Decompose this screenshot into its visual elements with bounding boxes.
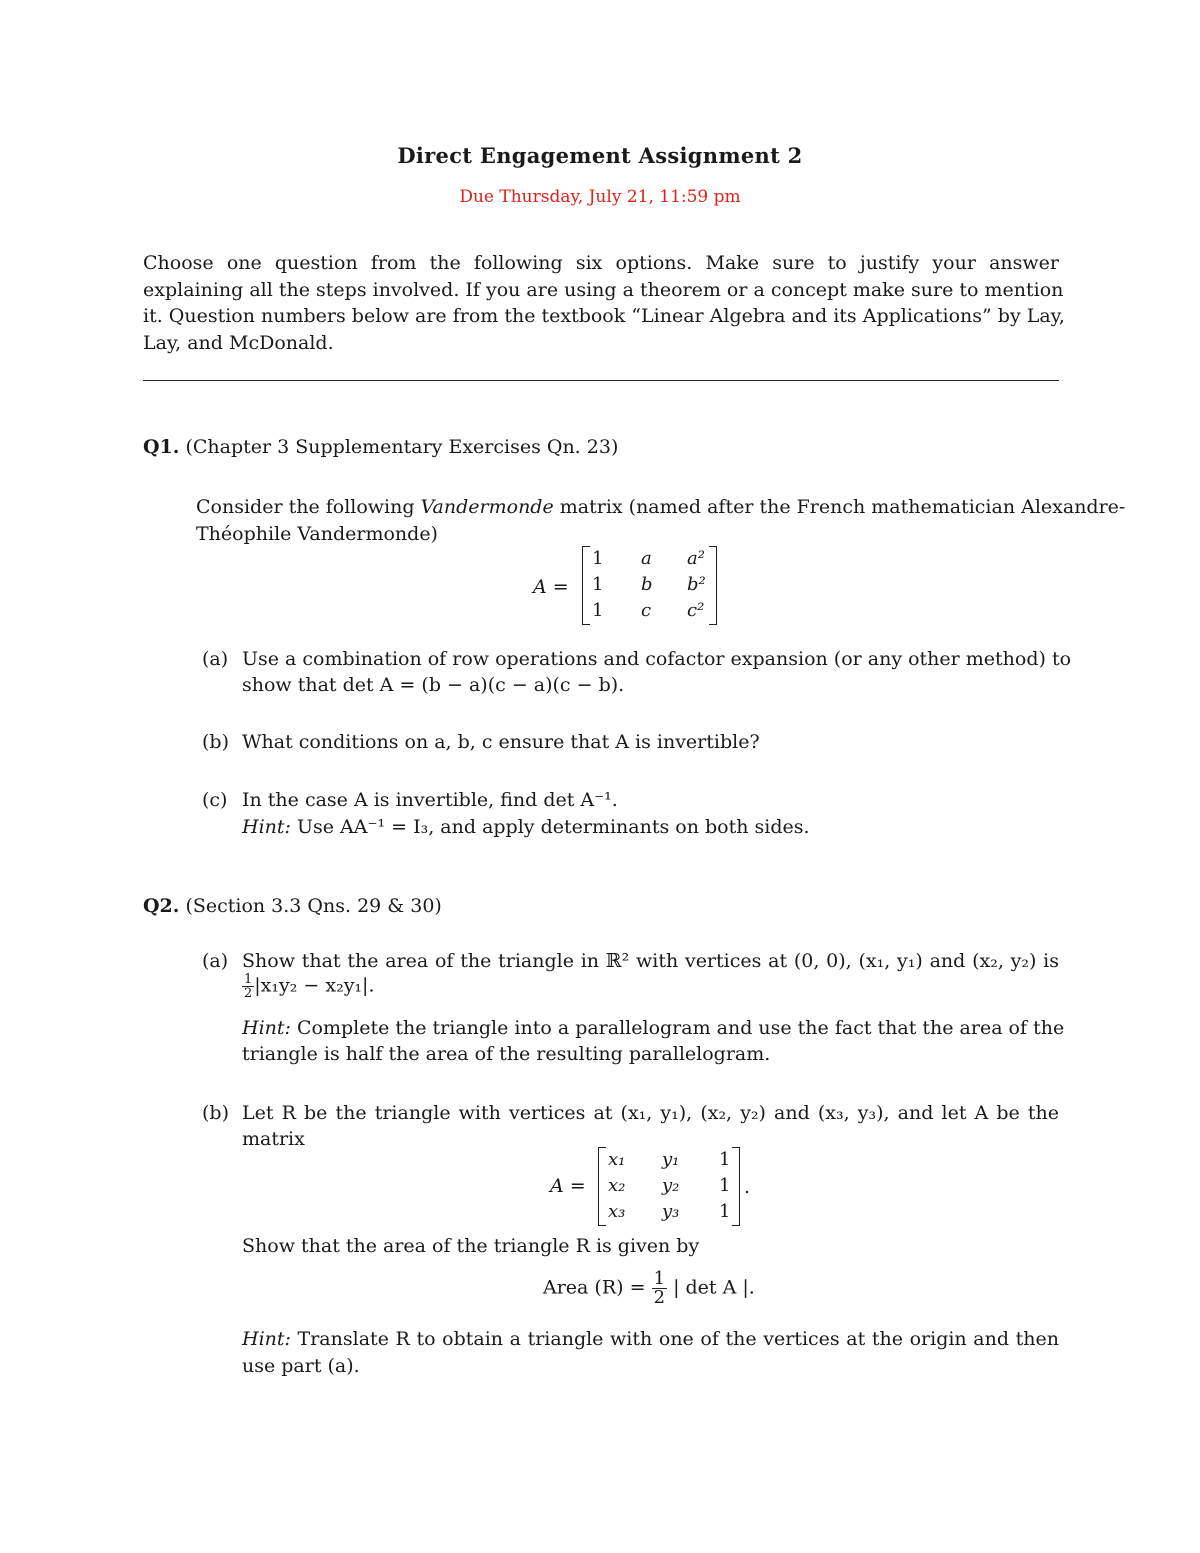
intro-line-2: explaining all the steps involved. If you are using a theorem or a concept make sure to mention <box>143 279 1064 301</box>
matrix-cell: 1 <box>592 574 604 595</box>
matrix-cell: 1 <box>719 1201 731 1222</box>
q1-part-a-line-2: show that det A = (b − a)(c − a)(c − b). <box>242 674 625 696</box>
matrix-cell: y₁ <box>662 1149 680 1170</box>
q1-body-text-a: Consider the following <box>196 496 421 518</box>
q1-part-a-line-1: Use a combination of row operations and cofactor expansion (or any other method) to <box>242 648 1072 670</box>
fraction-numerator: 1 <box>244 972 253 987</box>
right-bracket <box>732 1147 740 1226</box>
q1-number: Q1. <box>143 436 180 458</box>
intro-line-3: it. Question numbers below are from the textbook “Linear Algebra and its Applications” by Lay, <box>143 305 1065 327</box>
q2-matrix-period: . <box>744 1176 751 1198</box>
q1-part-a-label: (a) <box>202 648 229 670</box>
area-formula <box>543 1270 755 1307</box>
q2-heading <box>143 895 442 917</box>
q2-part-b-label: (b) <box>202 1102 229 1124</box>
matrix-cell: c² <box>687 600 705 621</box>
horizontal-rule <box>143 380 1059 381</box>
matrix-cell: c <box>641 600 652 621</box>
right-bracket <box>709 546 717 625</box>
q1-part-c-label: (c) <box>202 789 228 811</box>
fraction-denominator: 2 <box>653 1287 666 1308</box>
fraction <box>652 1270 667 1307</box>
q1-part-b-label: (b) <box>202 731 229 753</box>
q2-part-a-label: (a) <box>202 950 229 972</box>
q2-part-b-hint-line-1 <box>242 1328 1059 1350</box>
matrix-cell: 1 <box>719 1175 731 1196</box>
matrix-cell: y₂ <box>662 1175 680 1196</box>
left-bracket <box>582 546 590 625</box>
intro-line-4: Lay, and McDonald. <box>143 332 334 354</box>
matrix-cell: x₂ <box>608 1175 626 1196</box>
q1-matrix <box>582 546 717 626</box>
page-title: Direct Engagement Assignment 2 <box>397 143 803 168</box>
q1-body-text-b: matrix (named after the French mathematician Alexandre- <box>553 496 1126 518</box>
abs-expression: |x₁y₂ − x₂y₁|. <box>254 974 375 997</box>
matrix-cell: b² <box>687 574 706 595</box>
matrix-cell: 1 <box>719 1149 731 1170</box>
q2-source: (Section 3.3 Qns. 29 & 30) <box>185 895 442 917</box>
matrix-cell: x₃ <box>608 1201 626 1222</box>
q2-part-b-hint-line-2: use part (a). <box>242 1355 360 1377</box>
hint-text: Translate R to obtain a triangle with one of the vertices at the origin and then <box>297 1328 1059 1350</box>
hint-label: Hint: <box>242 1017 291 1039</box>
q2-part-a-hint-line-2: triangle is half the area of the resulting parallelogram. <box>242 1043 771 1065</box>
q1-body-emph: Vandermonde <box>420 496 554 518</box>
intro-line-1: Choose one question from the following six options. Make sure to justify your answer <box>143 252 1059 274</box>
q1-heading <box>143 436 618 458</box>
fraction-denominator: 2 <box>244 986 253 1001</box>
area-lhs: Area (R) = <box>543 1276 646 1299</box>
hint-label: Hint: <box>242 816 291 838</box>
matrix-cell: 1 <box>592 548 604 569</box>
q1-body-line-2: Théophile Vandermonde) <box>196 523 438 545</box>
q2-part-a-line-1: Show that the area of the triangle in ℝ² with vertices at (0, 0), (x₁, y₁) and (x₂, y₂) is <box>242 950 1059 972</box>
q2-number: Q2. <box>143 895 180 917</box>
matrix-cell: b <box>641 574 653 595</box>
due-date: Due Thursday, July 21, 11:59 pm <box>459 187 741 207</box>
q2-part-b-line-3: Show that the area of the triangle R is given by <box>242 1235 700 1257</box>
q1-part-c-line-1: In the case A is invertible, find det A⁻¹. <box>242 789 618 811</box>
fraction-numerator: 1 <box>653 1268 666 1289</box>
area-rhs: | det A |. <box>673 1276 755 1299</box>
q2-part-b-line-2: matrix <box>242 1128 305 1150</box>
q1-part-b-line-1: What conditions on a, b, c ensure that A is invertible? <box>242 731 760 753</box>
matrix-cell: x₁ <box>608 1149 626 1170</box>
hint-label: Hint: <box>242 1328 291 1350</box>
left-bracket <box>598 1147 606 1226</box>
hint-text: Complete the triangle into a parallelogram and use the fact that the area of the <box>296 1017 1065 1039</box>
q2-matrix-label: A = <box>550 1175 586 1197</box>
q2-part-b-line-1: Let R be the triangle with vertices at (x₁, y₁), (x₂, y₂) and (x₃, y₃), and let A be the <box>242 1102 1059 1124</box>
matrix-cell: a <box>641 548 652 569</box>
fraction <box>242 973 254 1000</box>
matrix-cell: 1 <box>592 600 604 621</box>
matrix-cell: a² <box>687 548 705 569</box>
hint-text: Use AA⁻¹ = I₃, and apply determinants on both sides. <box>296 816 810 838</box>
q1-part-c-hint <box>242 816 1059 838</box>
matrix-cell: y₃ <box>662 1201 680 1222</box>
q1-body-line-1 <box>196 496 1125 518</box>
q2-part-a-hint-line-1 <box>242 1017 1065 1039</box>
q1-source: (Chapter 3 Supplementary Exercises Qn. 23) <box>185 436 619 458</box>
q2-part-a-line-2 <box>242 973 1059 1000</box>
q2-matrix <box>598 1147 740 1227</box>
q1-matrix-label: A = <box>533 576 569 598</box>
